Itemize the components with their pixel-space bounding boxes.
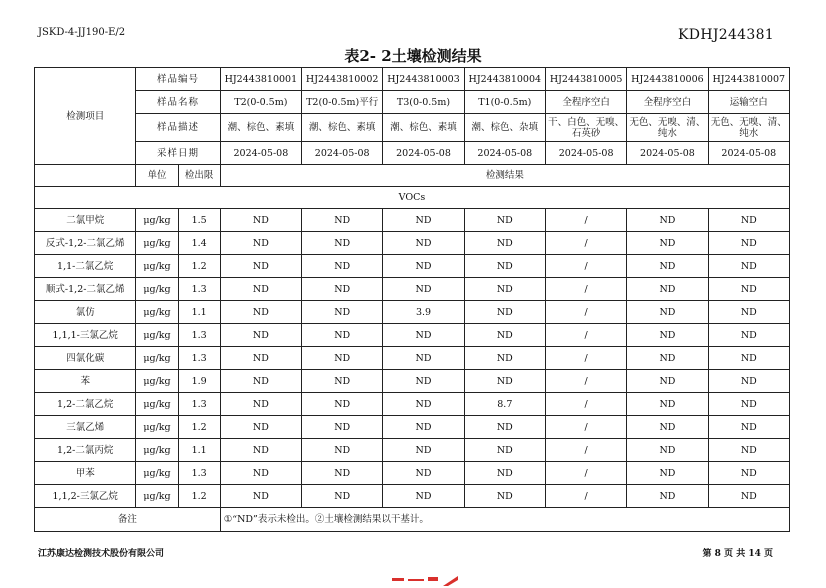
analyte-name: 苯: [35, 370, 136, 393]
sample-name: T1(0-0.5m): [464, 91, 545, 114]
result-value: ND: [464, 462, 545, 485]
analyte-name: 反式-1,2-二氯乙烯: [35, 232, 136, 255]
analyte-unit: μg/kg: [136, 232, 178, 255]
analyte-name: 1,2-二氯乙烷: [35, 393, 136, 416]
table-row: [35, 347, 790, 370]
table-row: [35, 370, 790, 393]
result-value: ND: [302, 301, 383, 324]
analyte-unit: μg/kg: [136, 255, 178, 278]
page-number: 第 8 页 共 14 页: [702, 549, 773, 559]
analyte-name: 1,1,1-三氯乙烷: [35, 324, 136, 347]
result-value: ND: [220, 370, 301, 393]
result-value: ND: [627, 416, 708, 439]
sample-id: HJ2443810002: [302, 68, 383, 91]
result-value: ND: [220, 278, 301, 301]
result-value: ND: [627, 301, 708, 324]
analyte-name: 二氯甲烷: [35, 209, 136, 232]
result-value: ND: [464, 301, 545, 324]
result-value: ND: [708, 439, 789, 462]
date-row: [35, 142, 790, 165]
result-value: ND: [383, 209, 464, 232]
description-label: 样品描述: [136, 114, 220, 142]
result-value: ND: [383, 393, 464, 416]
result-value: ND: [627, 255, 708, 278]
result-value: ND: [383, 439, 464, 462]
result-value: ND: [302, 393, 383, 416]
result-value: ND: [627, 439, 708, 462]
result-value: ND: [220, 416, 301, 439]
analyte-name: 1,1-二氯乙烷: [35, 255, 136, 278]
sample-name-row: [35, 91, 790, 114]
sample-date: 2024-05-08: [302, 142, 383, 165]
result-value: ND: [708, 301, 789, 324]
sample-description: 潮、棕色、素填: [302, 114, 383, 142]
table-row: [35, 393, 790, 416]
result-value: ND: [383, 370, 464, 393]
doc-code: JSKD-4-JJ190-E/2: [38, 27, 126, 38]
sample-description: 无色、无嗅、清、纯水: [708, 114, 789, 142]
remark-label: 备注: [35, 508, 221, 532]
sample-id-row: [35, 68, 790, 91]
sample-name: 全程序空白: [627, 91, 708, 114]
table-row: [35, 278, 790, 301]
result-value: ND: [383, 347, 464, 370]
result-value: /: [545, 347, 626, 370]
result-value: ND: [302, 462, 383, 485]
sample-id: HJ2443810006: [627, 68, 708, 91]
analyte-name: 1,1,2-三氯乙烷: [35, 485, 136, 508]
table-row: [35, 485, 790, 508]
result-value: ND: [708, 232, 789, 255]
sample-id: HJ2443810004: [464, 68, 545, 91]
result-value: ND: [627, 370, 708, 393]
table-title: 表2- 2土壤检测结果: [344, 47, 482, 65]
date-label: 采样日期: [136, 142, 220, 165]
detection-limit: 1.3: [178, 347, 220, 370]
result-value: /: [545, 393, 626, 416]
analyte-unit: μg/kg: [136, 370, 178, 393]
result-value: ND: [302, 278, 383, 301]
sample-date: 2024-05-08: [708, 142, 789, 165]
analyte-name: 甲苯: [35, 462, 136, 485]
result-value: ND: [708, 324, 789, 347]
result-value: ND: [708, 278, 789, 301]
analyte-unit: μg/kg: [136, 209, 178, 232]
analyte-name: 1,2-二氯丙烷: [35, 439, 136, 462]
result-value: ND: [627, 347, 708, 370]
detection-limit: 1.5: [178, 209, 220, 232]
result-value: ND: [220, 232, 301, 255]
unit-header-row: [35, 165, 790, 187]
result-value: ND: [627, 485, 708, 508]
sample-name-label: 样品名称: [136, 91, 220, 114]
result-value: ND: [302, 347, 383, 370]
result-value: ND: [383, 462, 464, 485]
result-value: ND: [383, 416, 464, 439]
sample-date: 2024-05-08: [464, 142, 545, 165]
result-value: /: [545, 232, 626, 255]
result-value: ND: [708, 393, 789, 416]
table-row: [35, 416, 790, 439]
analyte-unit: μg/kg: [136, 439, 178, 462]
report-number: KDHJ244381: [678, 27, 774, 43]
result-value: ND: [708, 416, 789, 439]
analyte-unit: μg/kg: [136, 462, 178, 485]
detection-limit: 1.1: [178, 439, 220, 462]
sample-description: 潮、棕色、杂填: [464, 114, 545, 142]
table-row: [35, 301, 790, 324]
result-value: ND: [302, 255, 383, 278]
table-row: [35, 324, 790, 347]
sample-date: 2024-05-08: [627, 142, 708, 165]
detection-limit: 1.2: [178, 485, 220, 508]
results-table: [34, 67, 790, 532]
result-value: ND: [708, 255, 789, 278]
sample-id-label: 样品编号: [136, 68, 220, 91]
blank-cell: [35, 165, 136, 187]
result-value: ND: [464, 416, 545, 439]
remark-text: ①“ND”表示未检出。②土壤检测结果以干基计。: [220, 508, 789, 532]
result-value: ND: [302, 370, 383, 393]
analyte-name: 氯仿: [35, 301, 136, 324]
analyte-unit: μg/kg: [136, 278, 178, 301]
sample-id: HJ2443810001: [220, 68, 301, 91]
remark-row: [35, 508, 790, 532]
result-value: /: [545, 278, 626, 301]
detection-limit: 1.2: [178, 416, 220, 439]
detection-limit: 1.3: [178, 393, 220, 416]
result-value: ND: [220, 324, 301, 347]
sample-description: 潮、棕色、素填: [383, 114, 464, 142]
result-value: /: [545, 439, 626, 462]
result-value: ND: [708, 347, 789, 370]
result-value: ND: [464, 370, 545, 393]
result-value: ND: [383, 232, 464, 255]
sample-name: T2(0-0.5m): [220, 91, 301, 114]
analyte-unit: μg/kg: [136, 416, 178, 439]
result-value: ND: [302, 209, 383, 232]
unit-label: 单位: [136, 165, 178, 187]
description-row: [35, 114, 790, 142]
result-value: /: [545, 255, 626, 278]
result-value: /: [545, 370, 626, 393]
result-value: ND: [464, 209, 545, 232]
result-value: 8.7: [464, 393, 545, 416]
detection-limit: 1.4: [178, 232, 220, 255]
stamp-mark: [443, 576, 458, 586]
detection-limit: 1.1: [178, 301, 220, 324]
result-value: ND: [220, 347, 301, 370]
seal-stamp-fragment: [388, 574, 460, 588]
analyte-unit: μg/kg: [136, 347, 178, 370]
group-label: VOCs: [35, 187, 790, 209]
result-value: ND: [302, 232, 383, 255]
result-value: ND: [627, 393, 708, 416]
limit-label: 检出限: [178, 165, 220, 187]
result-value: ND: [302, 416, 383, 439]
sample-name: 全程序空白: [545, 91, 626, 114]
analyte-name: 三氯乙烯: [35, 416, 136, 439]
result-value: ND: [302, 324, 383, 347]
detection-limit: 1.9: [178, 370, 220, 393]
result-value: /: [545, 324, 626, 347]
item-header: 检测项目: [35, 68, 136, 165]
result-value: ND: [708, 462, 789, 485]
result-value: ND: [464, 255, 545, 278]
stamp-mark: [408, 579, 424, 581]
result-value: ND: [383, 485, 464, 508]
group-row: [35, 187, 790, 209]
detection-limit: 1.3: [178, 278, 220, 301]
sample-name: T3(0-0.5m): [383, 91, 464, 114]
stamp-mark: [428, 577, 438, 581]
result-value: ND: [220, 209, 301, 232]
analyte-unit: μg/kg: [136, 324, 178, 347]
sample-date: 2024-05-08: [545, 142, 626, 165]
result-value: ND: [220, 393, 301, 416]
sample-id: HJ2443810005: [545, 68, 626, 91]
sample-name: T2(0-0.5m)平行: [302, 91, 383, 114]
result-value: ND: [383, 278, 464, 301]
result-value: ND: [464, 324, 545, 347]
result-value: ND: [464, 439, 545, 462]
sample-description: 无色、无嗅、清、纯水: [627, 114, 708, 142]
sample-description: 干、白色、无嗅、石英砂: [545, 114, 626, 142]
result-value: ND: [383, 255, 464, 278]
sample-id: HJ2443810007: [708, 68, 789, 91]
analyte-name: 四氯化碳: [35, 347, 136, 370]
sample-name: 运输空白: [708, 91, 789, 114]
result-value: ND: [383, 324, 464, 347]
table-row: [35, 462, 790, 485]
sample-date: 2024-05-08: [383, 142, 464, 165]
sample-date: 2024-05-08: [220, 142, 301, 165]
table-row: [35, 232, 790, 255]
result-value: ND: [708, 209, 789, 232]
table-row: [35, 255, 790, 278]
result-value: /: [545, 416, 626, 439]
result-value: ND: [627, 278, 708, 301]
result-value: ND: [627, 462, 708, 485]
sample-id: HJ2443810003: [383, 68, 464, 91]
result-value: /: [545, 462, 626, 485]
company-name: 江苏康达检测技术股份有限公司: [38, 549, 165, 559]
result-value: ND: [220, 462, 301, 485]
result-value: ND: [464, 485, 545, 508]
analyte-unit: μg/kg: [136, 301, 178, 324]
table-row: [35, 209, 790, 232]
result-value: ND: [627, 232, 708, 255]
result-value: 3.9: [383, 301, 464, 324]
result-value: ND: [708, 370, 789, 393]
detection-limit: 1.3: [178, 324, 220, 347]
result-value: ND: [464, 232, 545, 255]
table-row: [35, 439, 790, 462]
result-value: ND: [220, 485, 301, 508]
result-value: ND: [302, 485, 383, 508]
detection-limit: 1.2: [178, 255, 220, 278]
result-value: ND: [627, 324, 708, 347]
result-value: ND: [627, 209, 708, 232]
result-value: /: [545, 209, 626, 232]
analyte-name: 顺式-1,2-二氯乙烯: [35, 278, 136, 301]
result-value: ND: [464, 347, 545, 370]
result-value: ND: [302, 439, 383, 462]
result-value: /: [545, 301, 626, 324]
result-value: /: [545, 485, 626, 508]
result-value: ND: [708, 485, 789, 508]
result-value: ND: [464, 278, 545, 301]
result-label: 检测结果: [220, 165, 789, 187]
result-value: ND: [220, 255, 301, 278]
result-value: ND: [220, 439, 301, 462]
result-value: ND: [220, 301, 301, 324]
analyte-unit: μg/kg: [136, 393, 178, 416]
sample-description: 潮、棕色、素填: [220, 114, 301, 142]
stamp-mark: [392, 578, 404, 581]
detection-limit: 1.3: [178, 462, 220, 485]
analyte-unit: μg/kg: [136, 485, 178, 508]
